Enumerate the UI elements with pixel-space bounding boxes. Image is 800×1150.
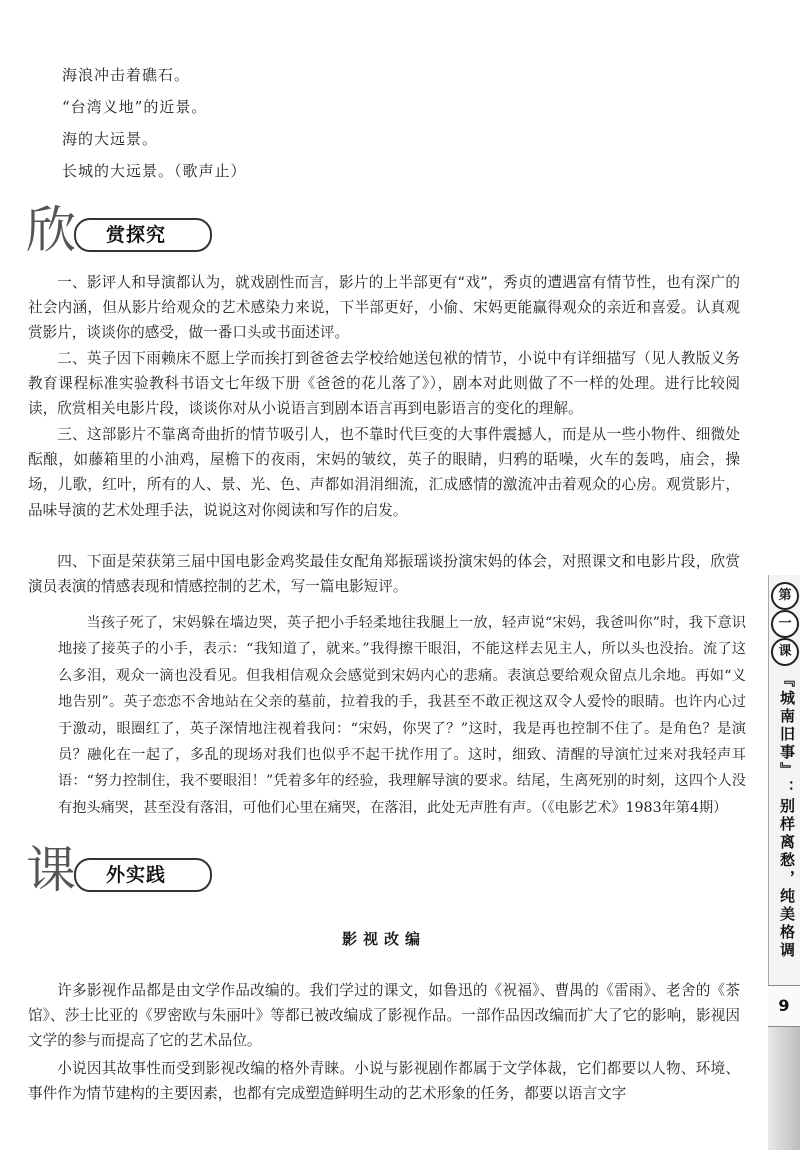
heading-label: 赏探究 bbox=[106, 224, 167, 246]
section-heading-practice bbox=[26, 841, 226, 902]
actor-quote: 当孩子死了，宋妈躲在墙边哭，英子把小手轻柔地往我腿上一放，轻声说“宋妈，我爸叫你”时，我下意识地接了接英子的小手，表示：“我知道了，就来。”我得擦干眼泪，不能这样去见主人，所以头也没抬。流了这么多泪，观众一滴也没看见。但我相信观众会感觉到宋妈内心的悲痛。表演总要给观众留点儿余地。再如“义地告别”。英子恋恋不舍地站在父亲的墓前，拉着我的手，我甚至不敢正视这双令人爱怜的眼睛。也许内心过于激动，眼圈红了，英子深情地注视着我问：“宋妈，你哭了？”这时，我是再也控制不住了。是角色？是演员？融化在一起了，多乱的现场对我们也似乎不起干扰作用了。这时，细致、清醒的导演忙过来对我轻声耳语：“努力控制住，我不要眼泪！”凭着多年的经验，我理解导演的要求。结尾，生离死别的时刻，这四个人没有抱头痛哭，甚至没有落泪，可他们心里在痛哭，在落泪，此处无声胜有声。（《电影艺术》1983年第4期） bbox=[58, 615, 746, 816]
question-3: 三、这部影片不靠离奇曲折的情节吸引人，也不靠时代巨变的大事件震撼人，而是从一些小物件、细微处酝酿，如藤箱里的小油鸡，屋檐下的夜雨，宋妈的皱纹，英子的眼睛，归鸦的聒噪，火车的轰鸣，庙会，操场，儿歌，红叶，所有的人、景、光、色、声都如涓涓细流，汇成感情的激流冲击着观众的心房。观赏影片，品味导演的艺术处理手法，说说这对你阅读和写作的启发。 bbox=[28, 426, 740, 519]
lesson-char: 课 bbox=[771, 638, 799, 666]
question-1: 一、影评人和导演都认为，就戏剧性而言，影片的上半部更有“戏”，秀贞的遭遇富有情节性，也有深广的社会内涵，但从影片给观众的艺术感染力来说，下半部更好，小偷、宋妈更能赢得观众的亲近和喜爱。认真观赏影片，谈谈你的感受，做一番口头或书面述评。 bbox=[28, 274, 740, 342]
question-4: 四、下面是荣获第三届中国电影金鸡奖最佳女配角郑振瑶谈扮演宋妈的体会，对照课文和电影片段，欣赏演员表演的情感表现和情感控制的艺术，写一篇电影短评。 bbox=[28, 553, 740, 596]
script-line: 长城的大远景。（歌声止） bbox=[62, 162, 247, 180]
page-number: 9 bbox=[768, 985, 800, 1027]
script-line: 海的大远景。 bbox=[62, 130, 159, 148]
heading-big-char: 课 bbox=[26, 841, 74, 899]
script-line: 海浪冲击着礁石。 bbox=[62, 66, 191, 84]
lesson-char: 第 bbox=[771, 582, 799, 610]
practice-paragraph: 小说因其故事性而受到影视改编的格外青睐。小说与影视剧作都属于文学体裁，它们都要以人物、环境、事件作为情节建构的主要因素，也都有完成塑造鲜明生动的艺术形象的任务，都要以语言文字 bbox=[28, 1060, 740, 1103]
subsection-title: 影视改编 bbox=[341, 930, 426, 948]
lesson-char: 一 bbox=[771, 610, 799, 638]
practice-paragraph: 许多影视作品都是由文学作品改编的。我们学过的课文，如鲁迅的《祝福》、曹禺的《雷雨》、老舍的《茶馆》、莎士比亚的《罗密欧与朱丽叶》等都已被改编成了影视作品。一部作品因改编而扩大了它的影响，影视因文学的参与而提高了它的艺术品位。 bbox=[28, 982, 740, 1050]
lesson-title-vertical: 『城南旧事』：别样离愁，纯美格调 bbox=[778, 672, 796, 960]
heading-label: 外实践 bbox=[106, 864, 167, 886]
heading-big-char: 欣 bbox=[26, 201, 74, 259]
section-heading-appreciation bbox=[26, 201, 226, 262]
question-2: 二、英子因下雨赖床不愿上学而挨打到爸爸去学校给她送包袱的情节，小说中有详细描写（见人教版义务教育课程标准实验教科书语文七年级下册《爸爸的花儿落了》），剧本对此则做了不一样的处理。进行比较阅读，欣赏相关电影片段，谈谈你对从小说语言到剧本语言再到电影语言的变化的理解。 bbox=[28, 350, 740, 418]
script-line: “台湾义地”的近景。 bbox=[62, 98, 208, 116]
